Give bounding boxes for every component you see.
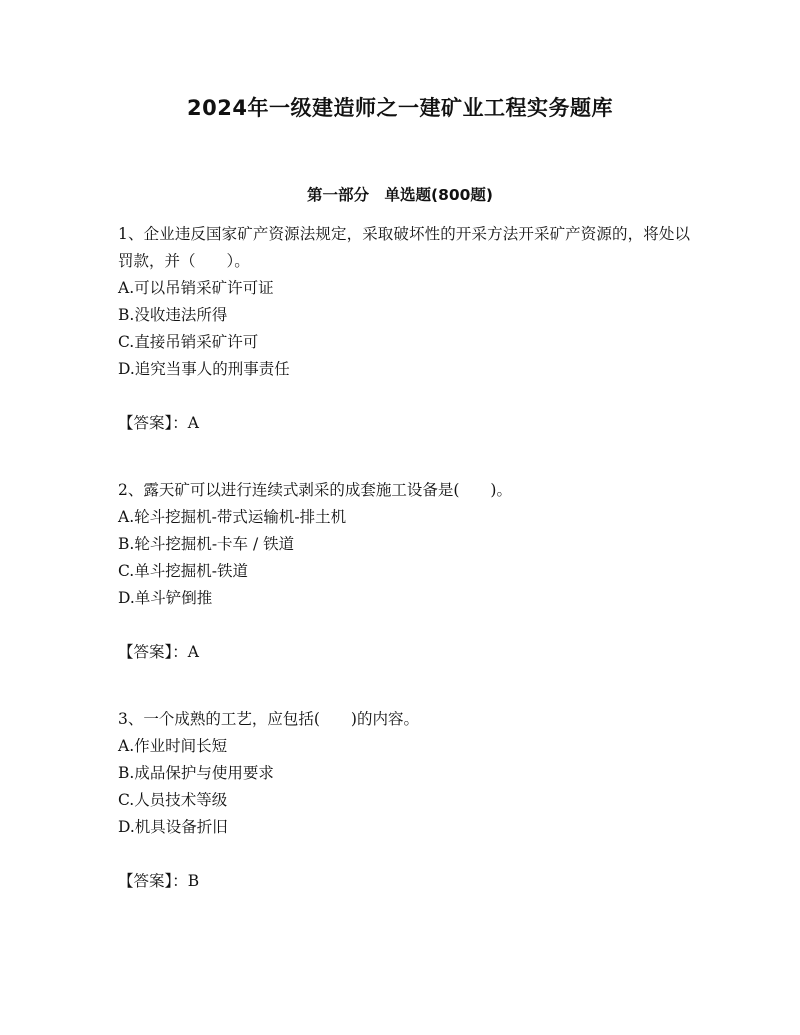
option-b: B.轮斗挖掘机-卡车 / 铁道	[118, 535, 295, 553]
option-c: C.人员技术等级	[118, 791, 228, 809]
option-a: A.轮斗挖掘机-带式运输机-排土机	[118, 508, 347, 526]
question-stem: 3、一个成熟的工艺，应包括( )的内容。	[118, 710, 419, 728]
question-2	[118, 477, 690, 666]
option-b: B.成品保护与使用要求	[118, 764, 274, 782]
question-3	[118, 706, 690, 895]
option-d: D.单斗铲倒推	[118, 589, 213, 607]
answer-label: 【答案】：A	[118, 414, 199, 432]
option-a: A.可以吊销采矿许可证	[118, 279, 274, 297]
question-1	[118, 221, 690, 437]
document-title: 2024年一级建造师之一建矿业工程实务题库	[187, 96, 613, 120]
answer-label: 【答案】：B	[118, 872, 200, 890]
question-stem: 2、露天矿可以进行连续式剥采的成套施工设备是( )。	[118, 481, 512, 499]
option-b: B.没收违法所得	[118, 306, 228, 324]
question-stem: 1、企业违反国家矿产资源法规定，采取破坏性的开采方法开采矿产资源的，将处以罚款，并（ ）。	[118, 225, 690, 270]
option-d: D.机具设备折旧	[118, 818, 228, 836]
option-c: C.直接吊销采矿许可	[118, 333, 259, 351]
question-spacer	[118, 437, 690, 477]
option-a: A.作业时间长短	[118, 737, 228, 755]
section-title: 第一部分 单选题(800题)	[306, 186, 494, 204]
question-list	[118, 221, 690, 895]
option-d: D.追究当事人的刑事责任	[118, 360, 290, 378]
option-c: C.单斗挖掘机-铁道	[118, 562, 248, 580]
question-spacer	[118, 666, 690, 706]
answer-label: 【答案】：A	[118, 643, 199, 661]
